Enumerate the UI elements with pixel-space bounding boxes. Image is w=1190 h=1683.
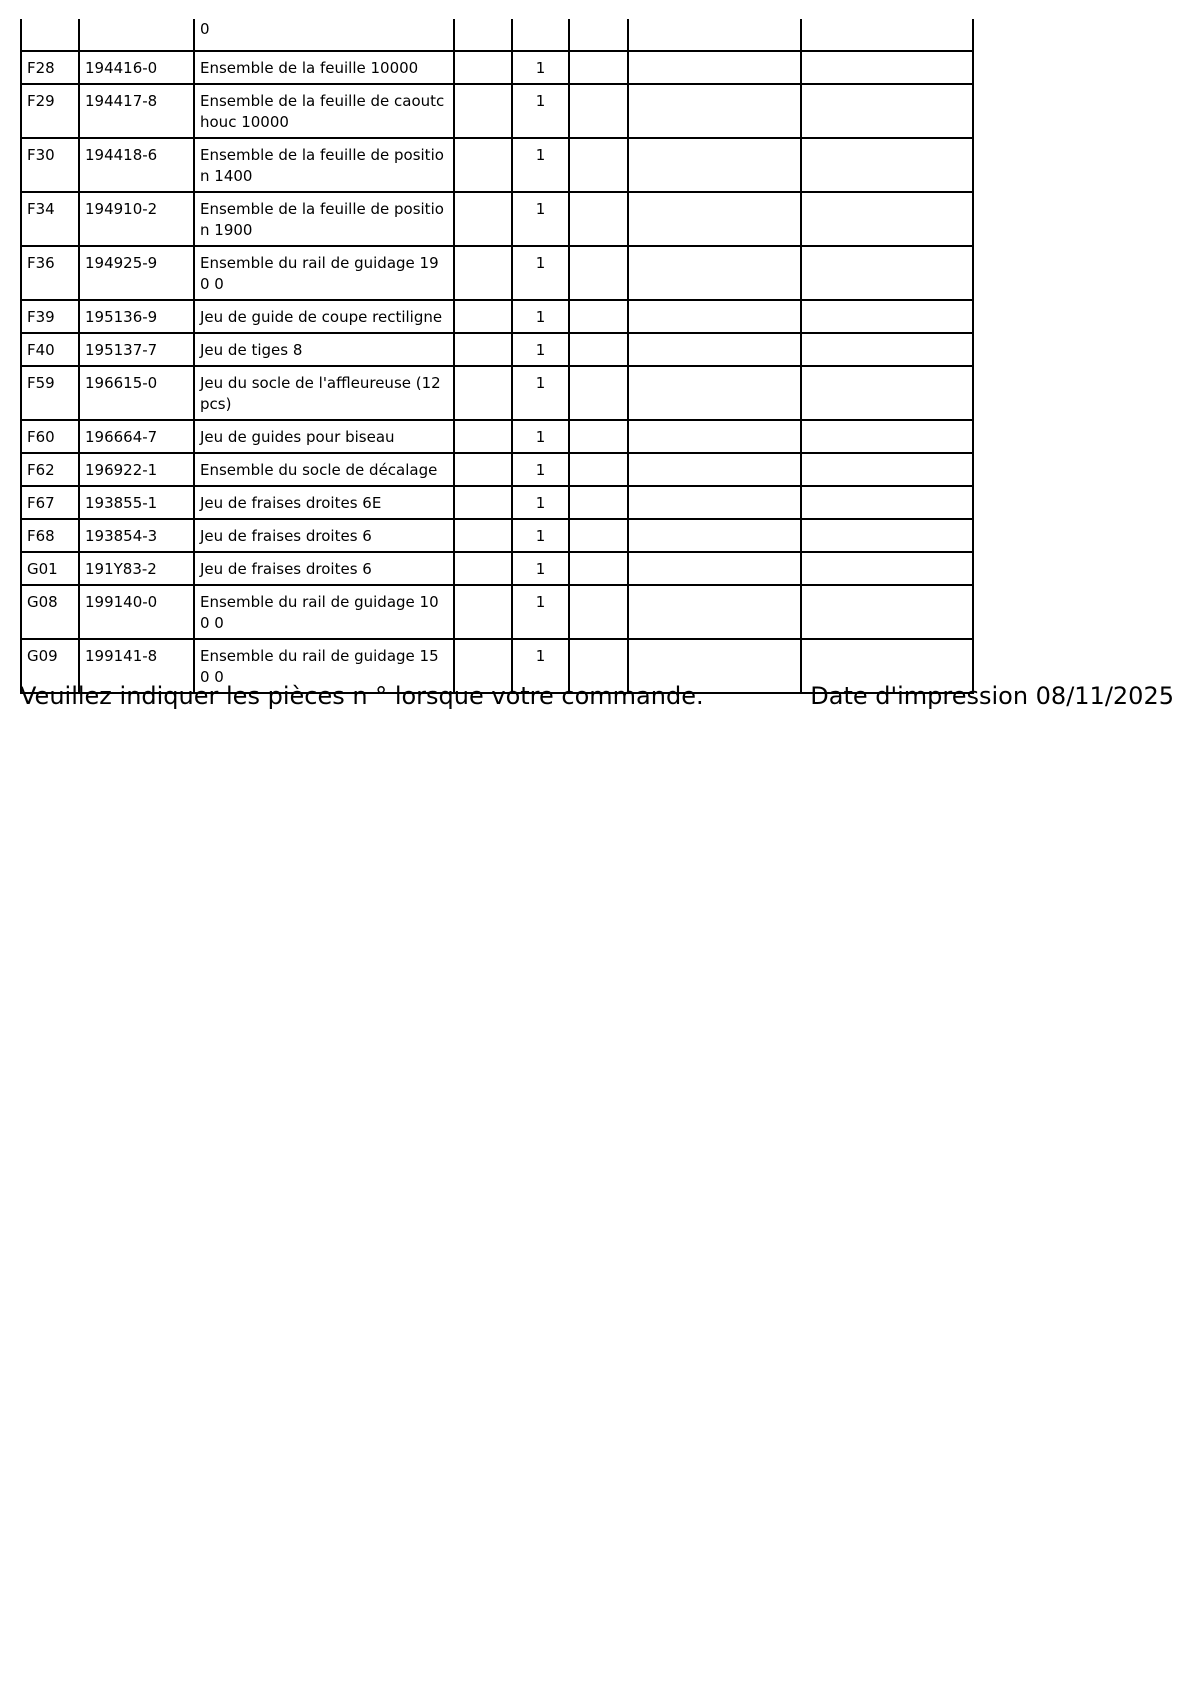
cell-quantity: 1 xyxy=(512,552,569,585)
cell-quantity: 1 xyxy=(512,366,569,420)
cell-empty-col4 xyxy=(454,51,512,84)
cell-empty-col7 xyxy=(628,552,801,585)
cell-empty-col4 xyxy=(454,453,512,486)
cell-ref: F60 xyxy=(21,420,79,453)
cell-part-number: 193855-1 xyxy=(79,486,194,519)
cell-empty-col8 xyxy=(801,19,973,51)
cell-empty-col8 xyxy=(801,138,973,192)
cell-part-number: 194910-2 xyxy=(79,192,194,246)
print-date: Date d'impression 08/11/2025 xyxy=(810,682,1174,710)
cell-description: Ensemble du rail de guidage 100 0 xyxy=(194,585,454,639)
cell-part-number: 196615-0 xyxy=(79,366,194,420)
cell-empty-col6 xyxy=(569,246,628,300)
cell-ref: F67 xyxy=(21,486,79,519)
cell-description: Jeu de fraises droites 6 xyxy=(194,519,454,552)
cell-ref: F62 xyxy=(21,453,79,486)
cell-empty-col6 xyxy=(569,333,628,366)
cell-part-number: 191Y83-2 xyxy=(79,552,194,585)
cell-empty-col8 xyxy=(801,453,973,486)
cell-ref: G01 xyxy=(21,552,79,585)
cell-empty-col8 xyxy=(801,519,973,552)
cell-description: Jeu de fraises droites 6E xyxy=(194,486,454,519)
cell-part-number: 195136-9 xyxy=(79,300,194,333)
table-row xyxy=(21,333,973,366)
cell-empty-col6 xyxy=(569,84,628,138)
cell-empty-col8 xyxy=(801,246,973,300)
cell-ref: F68 xyxy=(21,519,79,552)
cell-description: 0 xyxy=(194,19,454,51)
cell-empty-col4 xyxy=(454,19,512,51)
cell-empty-col8 xyxy=(801,84,973,138)
cell-empty-col4 xyxy=(454,84,512,138)
cell-part-number xyxy=(79,19,194,51)
cell-part-number: 194417-8 xyxy=(79,84,194,138)
cell-description: Jeu du socle de l'affleureuse (12 pcs) xyxy=(194,366,454,420)
cell-ref: F39 xyxy=(21,300,79,333)
cell-empty-col4 xyxy=(454,300,512,333)
cell-ref: F30 xyxy=(21,138,79,192)
cell-empty-col4 xyxy=(454,420,512,453)
cell-empty-col4 xyxy=(454,138,512,192)
cell-empty-col6 xyxy=(569,300,628,333)
cell-quantity: 1 xyxy=(512,453,569,486)
cell-empty-col7 xyxy=(628,246,801,300)
cell-empty-col7 xyxy=(628,192,801,246)
cell-empty-col4 xyxy=(454,552,512,585)
order-note: Veuillez indiquer les pièces n ° lorsque votre commande. xyxy=(20,682,704,710)
cell-ref: F36 xyxy=(21,246,79,300)
cell-quantity: 1 xyxy=(512,138,569,192)
table-row xyxy=(21,453,973,486)
cell-description: Ensemble de la feuille de caoutc houc 10000 xyxy=(194,84,454,138)
cell-empty-col6 xyxy=(569,552,628,585)
cell-quantity: 1 xyxy=(512,84,569,138)
cell-description: Ensemble du rail de guidage 150 0 xyxy=(194,639,454,693)
cell-empty-col4 xyxy=(454,246,512,300)
cell-ref: F29 xyxy=(21,84,79,138)
table-row xyxy=(21,519,973,552)
cell-empty-col7 xyxy=(628,51,801,84)
cell-description: Jeu de fraises droites 6 xyxy=(194,552,454,585)
cell-empty-col7 xyxy=(628,19,801,51)
cell-empty-col6 xyxy=(569,19,628,51)
cell-empty-col6 xyxy=(569,420,628,453)
table-row xyxy=(21,300,973,333)
cell-part-number: 196922-1 xyxy=(79,453,194,486)
cell-ref: F34 xyxy=(21,192,79,246)
cell-empty-col8 xyxy=(801,366,973,420)
table-row xyxy=(21,420,973,453)
table-row xyxy=(21,585,973,639)
cell-empty-col8 xyxy=(801,585,973,639)
cell-empty-col8 xyxy=(801,552,973,585)
cell-empty-col7 xyxy=(628,420,801,453)
cell-empty-col4 xyxy=(454,333,512,366)
cell-empty-col6 xyxy=(569,585,628,639)
cell-empty-col6 xyxy=(569,519,628,552)
cell-empty-col7 xyxy=(628,84,801,138)
cell-ref: F59 xyxy=(21,366,79,420)
cell-quantity: 1 xyxy=(512,519,569,552)
cell-empty-col7 xyxy=(628,366,801,420)
table-row xyxy=(21,192,973,246)
cell-ref: F28 xyxy=(21,51,79,84)
cell-quantity: 1 xyxy=(512,192,569,246)
cell-quantity: 1 xyxy=(512,639,569,693)
table-row xyxy=(21,246,973,300)
cell-quantity: 1 xyxy=(512,585,569,639)
cell-empty-col6 xyxy=(569,486,628,519)
cell-empty-col7 xyxy=(628,585,801,639)
cell-empty-col6 xyxy=(569,51,628,84)
cell-empty-col8 xyxy=(801,486,973,519)
cell-part-number: 199141-8 xyxy=(79,639,194,693)
table-row xyxy=(21,366,973,420)
cell-empty-col7 xyxy=(628,333,801,366)
cell-empty-col8 xyxy=(801,192,973,246)
cell-description: Jeu de tiges 8 xyxy=(194,333,454,366)
cell-part-number: 193854-3 xyxy=(79,519,194,552)
table-row xyxy=(21,138,973,192)
cell-empty-col6 xyxy=(569,453,628,486)
table-row xyxy=(21,51,973,84)
cell-part-number: 194416-0 xyxy=(79,51,194,84)
cell-empty-col7 xyxy=(628,138,801,192)
cell-quantity: 1 xyxy=(512,333,569,366)
cell-empty-col8 xyxy=(801,420,973,453)
cell-description: Jeu de guide de coupe rectiligne xyxy=(194,300,454,333)
cell-ref: G08 xyxy=(21,585,79,639)
parts-table-body xyxy=(21,19,973,693)
cell-quantity: 1 xyxy=(512,420,569,453)
cell-empty-col6 xyxy=(569,366,628,420)
cell-empty-col4 xyxy=(454,192,512,246)
cell-part-number: 194925-9 xyxy=(79,246,194,300)
cell-part-number: 199140-0 xyxy=(79,585,194,639)
cell-description: Ensemble du rail de guidage 190 0 xyxy=(194,246,454,300)
table-row xyxy=(21,19,973,51)
cell-empty-col8 xyxy=(801,333,973,366)
cell-empty-col8 xyxy=(801,51,973,84)
cell-empty-col7 xyxy=(628,486,801,519)
cell-ref: F40 xyxy=(21,333,79,366)
cell-quantity xyxy=(512,19,569,51)
cell-ref xyxy=(21,19,79,51)
parts-table xyxy=(20,19,974,694)
cell-description: Ensemble de la feuille 10000 xyxy=(194,51,454,84)
cell-quantity: 1 xyxy=(512,486,569,519)
cell-description: Jeu de guides pour biseau xyxy=(194,420,454,453)
cell-empty-col6 xyxy=(569,138,628,192)
cell-description: Ensemble de la feuille de positio n 1900 xyxy=(194,192,454,246)
cell-empty-col6 xyxy=(569,192,628,246)
cell-quantity: 1 xyxy=(512,246,569,300)
cell-empty-col4 xyxy=(454,585,512,639)
table-row xyxy=(21,84,973,138)
cell-empty-col4 xyxy=(454,519,512,552)
cell-empty-col7 xyxy=(628,300,801,333)
cell-empty-col4 xyxy=(454,486,512,519)
cell-part-number: 195137-7 xyxy=(79,333,194,366)
cell-description: Ensemble de la feuille de positio n 1400 xyxy=(194,138,454,192)
cell-empty-col8 xyxy=(801,300,973,333)
cell-empty-col7 xyxy=(628,519,801,552)
table-row xyxy=(21,552,973,585)
cell-description: Ensemble du socle de décalage xyxy=(194,453,454,486)
cell-empty-col7 xyxy=(628,453,801,486)
cell-ref: G09 xyxy=(21,639,79,693)
cell-part-number: 196664-7 xyxy=(79,420,194,453)
cell-quantity: 1 xyxy=(512,51,569,84)
cell-quantity: 1 xyxy=(512,300,569,333)
cell-empty-col4 xyxy=(454,366,512,420)
cell-part-number: 194418-6 xyxy=(79,138,194,192)
table-row xyxy=(21,486,973,519)
